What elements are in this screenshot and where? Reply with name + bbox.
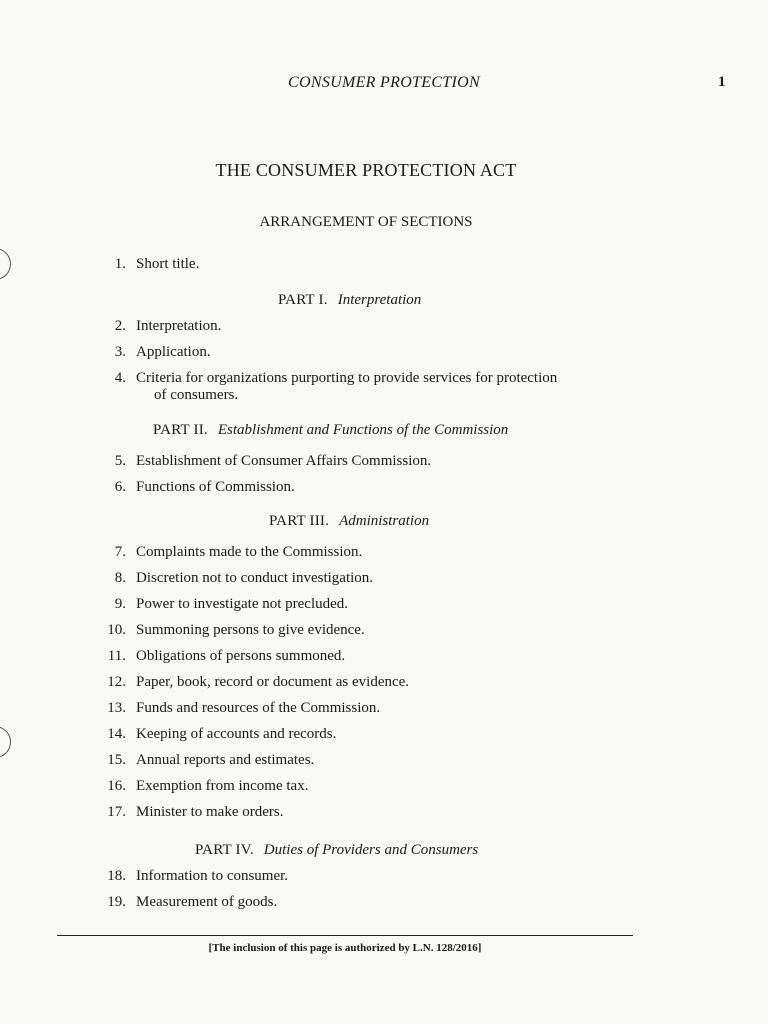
section-number: 11. — [107, 648, 126, 664]
part-title: Establishment and Functions of the Commission — [217, 422, 509, 438]
part-label: PART I. — [278, 292, 328, 308]
section-number: 16. — [107, 778, 126, 794]
section-title: Keeping of accounts and records. — [136, 726, 337, 742]
footer-note: [The inclusion of this page is authorized by L.N. 128/2016] — [208, 942, 482, 954]
section-title: Complaints made to the Commission. — [136, 544, 363, 560]
section-title-line: Criteria for organizations purporting to provide services for protection — [136, 370, 558, 386]
section-number: 6. — [114, 479, 126, 495]
part-title: Interpretation — [337, 292, 422, 308]
section-title: Discretion not to conduct investigation. — [136, 570, 374, 586]
section-title: Interpretation. — [136, 318, 222, 334]
footer-rule — [57, 935, 633, 936]
part-label: PART IV. — [195, 842, 254, 858]
section-number: 14. — [107, 726, 126, 742]
section-number: 7. — [114, 544, 126, 560]
section-number: 3. — [114, 344, 126, 360]
section-title: Paper, book, record or document as evidence. — [136, 674, 410, 690]
part-label: PART III. — [269, 513, 330, 529]
section-number: 5. — [114, 453, 126, 469]
section-title: Power to investigate not precluded. — [136, 596, 349, 612]
page-number: 1 — [718, 74, 726, 90]
section-title: Summoning persons to give evidence. — [136, 622, 365, 638]
section-title: Measurement of goods. — [136, 894, 278, 910]
section-title: Minister to make orders. — [136, 804, 284, 820]
section-number: 18. — [107, 868, 126, 884]
section-title: Application. — [136, 344, 211, 360]
section-number: 15. — [107, 752, 126, 768]
section-number: 9. — [114, 596, 126, 612]
section-number: 8. — [114, 570, 126, 586]
section-number: 1. — [114, 256, 126, 272]
section-number: 4. — [114, 370, 126, 386]
section-title-continuation: of consumers. — [154, 387, 239, 403]
section-title: Short title. — [136, 256, 200, 272]
part-label: PART II. — [153, 422, 208, 438]
section-number: 10. — [107, 622, 126, 638]
section-title: Establishment of Consumer Affairs Commission. — [136, 453, 432, 469]
arrangement-heading: ARRANGEMENT OF SECTIONS — [259, 214, 473, 230]
section-title: Information to consumer. — [136, 868, 289, 884]
part-heading — [0, 513, 768, 530]
section-number: 2. — [114, 318, 126, 334]
section-title — [136, 370, 646, 404]
section-title: Obligations of persons summoned. — [136, 648, 346, 664]
section-title: Functions of Commission. — [136, 479, 295, 495]
section-number: 19. — [107, 894, 126, 910]
section-number: 17. — [107, 804, 126, 820]
running-header: CONSUMER PROTECTION — [288, 74, 480, 91]
part-heading — [0, 842, 768, 859]
part-title: Duties of Providers and Consumers — [263, 842, 479, 858]
section-number: 12. — [107, 674, 126, 690]
section-title: Funds and resources of the Commission. — [136, 700, 381, 716]
section-title: Exemption from income tax. — [136, 778, 309, 794]
section-title: Annual reports and estimates. — [136, 752, 315, 768]
section-number: 13. — [107, 700, 126, 716]
act-title: THE CONSUMER PROTECTION ACT — [215, 160, 517, 180]
part-heading — [0, 422, 768, 439]
part-heading — [0, 292, 768, 309]
part-title: Administration — [339, 513, 430, 529]
